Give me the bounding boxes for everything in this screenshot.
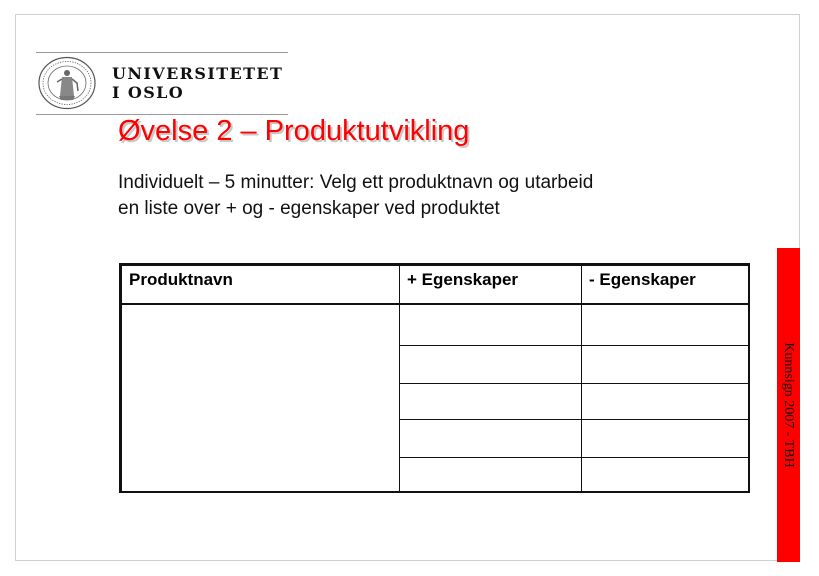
positive-cell[interactable] <box>400 458 582 492</box>
header-positive-properties: + Egenskaper <box>400 266 582 304</box>
product-name-cell[interactable] <box>122 304 400 492</box>
instruction-line2: en liste over + og - egenskaper ved produktet <box>118 198 500 219</box>
university-name-line2: I OSLO <box>112 83 185 102</box>
positive-cell[interactable] <box>400 384 582 420</box>
negative-cell[interactable] <box>582 420 749 458</box>
header-negative-properties: - Egenskaper <box>582 266 749 304</box>
university-seal-icon <box>37 56 97 110</box>
university-logo-text <box>112 64 283 102</box>
exercise-table <box>119 263 750 493</box>
instruction-text <box>118 170 593 222</box>
slide-title: Øvelse 2 – Produktutvikling <box>118 115 470 147</box>
negative-cell[interactable] <box>582 346 749 384</box>
university-name-line1: UNIVERSITETET <box>112 64 284 83</box>
negative-cell[interactable] <box>582 458 749 492</box>
sidebar-credit-text: Kunnsign 2007 - TBH <box>781 342 796 468</box>
header-produktnavn: Produktnavn <box>122 266 400 304</box>
header-rule-top <box>36 52 288 53</box>
positive-cell[interactable] <box>400 346 582 384</box>
negative-cell[interactable] <box>582 304 749 346</box>
positive-cell[interactable] <box>400 420 582 458</box>
negative-cell[interactable] <box>582 384 749 420</box>
instruction-line1: Individuelt – 5 minutter: Velg ett produktnavn og utarbeid <box>118 172 594 193</box>
table-header-row <box>122 266 749 304</box>
table-row <box>122 304 749 346</box>
positive-cell[interactable] <box>400 304 582 346</box>
